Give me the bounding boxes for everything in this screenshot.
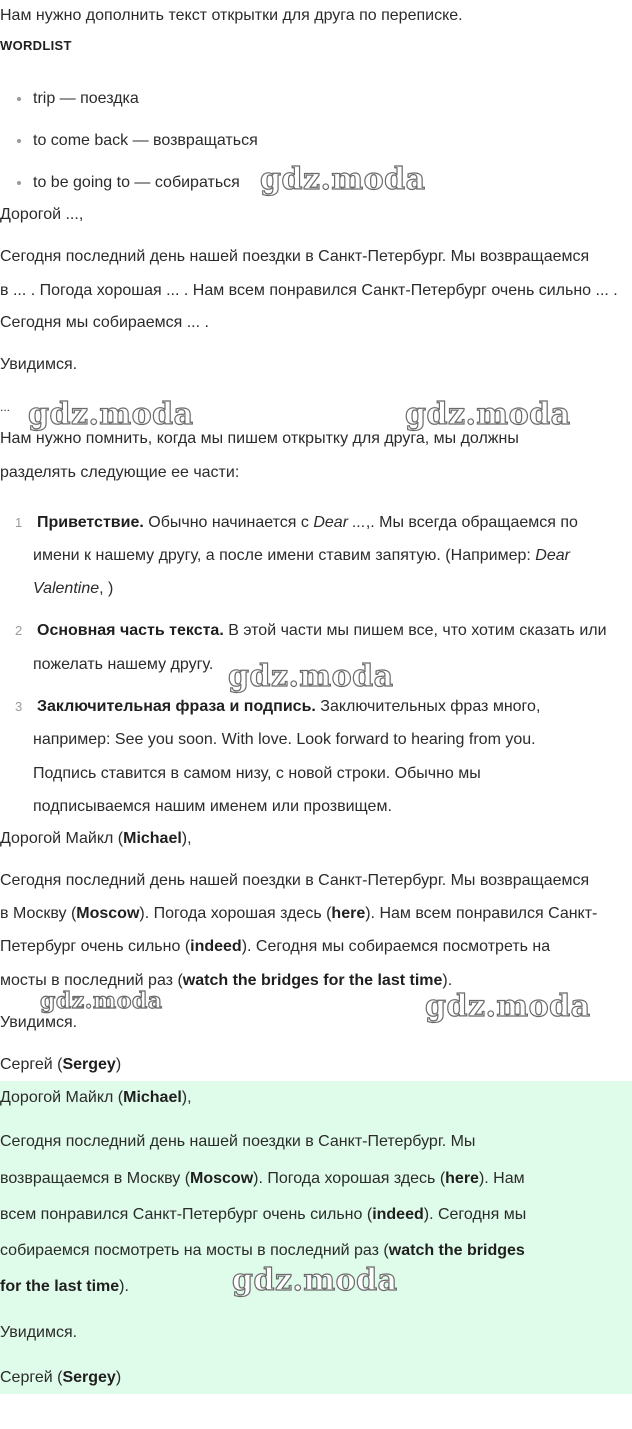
wordlist-item: to come back — возвращаться: [33, 132, 258, 149]
intro-text: Нам нужно дополнить текст открытки для друга по переписке.: [0, 7, 463, 24]
final-signature: Сергей (Sergey): [0, 1369, 122, 1386]
answer-line: мосты в последний раз (watch the bridges for the last time).: [0, 972, 453, 989]
final-line: всем понравился Санкт-Петербург очень сильно (indeed). Сегодня мы: [0, 1206, 527, 1223]
step-2-line: Основная часть текста. В этой части мы пишем все, что хотим сказать или: [37, 622, 607, 639]
step-1-line: имени к нашему другу, а после имени ставим запятую. (Например: Dear: [33, 547, 570, 564]
bullet-icon: [17, 139, 21, 143]
step-1-line: Приветствие. Обычно начинается с Dear ...,. Мы всегда обращаемся по: [37, 514, 578, 531]
wordlist-title: WORDLIST: [0, 38, 72, 53]
final-line: Сегодня последний день нашей поездки в Санкт-Петербург. Мы: [0, 1133, 476, 1150]
step-2-line: пожелать нашему другу.: [33, 656, 214, 673]
final-closing: Увидимся.: [0, 1324, 78, 1341]
step-3-line: например: See you soon. With love. Look forward to hearing from you.: [33, 731, 536, 748]
answer-greeting: Дорогой Майкл (Michael),: [0, 830, 192, 847]
step-number: 1: [15, 515, 23, 530]
step-number: 2: [15, 623, 23, 638]
watermark: gdz.moda: [405, 397, 571, 432]
step-title: Основная часть текста.: [37, 622, 224, 639]
draft-closing: Увидимся.: [0, 356, 78, 373]
watermark: gdz.moda: [228, 659, 394, 694]
draft-signature: ...: [0, 400, 11, 414]
answer-line: в Москву (Moscow). Погода хорошая здесь (here). Нам всем понравился Санкт-: [0, 905, 598, 922]
answer-signature: Сергей (Sergey): [0, 1056, 122, 1073]
step-3-line: Подпись ставится в самом низу, с новой строки. Обычно мы: [33, 765, 481, 782]
bullet-icon: [17, 181, 21, 185]
draft-line: Сегодня последний день нашей поездки в Санкт-Петербург. Мы возвращаемся: [0, 248, 590, 265]
final-line: возвращаемся в Москву (Moscow). Погода хорошая здесь (here). Нам: [0, 1170, 525, 1187]
step-1-line: Valentine, ): [33, 580, 114, 597]
draft-line: Сегодня мы собираемся ... .: [0, 314, 209, 331]
step-number: 3: [15, 699, 23, 714]
watermark: gdz.moda: [425, 989, 591, 1024]
step-3-line: Заключительная фраза и подпись. Заключительных фраз много,: [37, 698, 541, 715]
final-greeting: Дорогой Майкл (Michael),: [0, 1089, 192, 1106]
watermark: gdz.moda: [260, 162, 426, 197]
answer-line: Сегодня последний день нашей поездки в Санкт-Петербург. Мы возвращаемся: [0, 872, 590, 889]
final-answer-box: [0, 1081, 632, 1394]
final-line: собираемся посмотреть на мосты в последний раз (watch the bridges: [0, 1242, 525, 1259]
explanation-line: разделять следующие ее части:: [0, 464, 240, 481]
step-title: Приветствие.: [37, 514, 144, 531]
watermark: gdz.moda: [28, 397, 194, 432]
draft-line: в ... . Погода хорошая ... . Нам всем понравился Санкт-Петербург очень сильно ... .: [0, 282, 618, 299]
draft-greeting: Дорогой ...,: [0, 206, 84, 223]
answer-closing: Увидимся.: [0, 1014, 78, 1031]
final-line: for the last time).: [0, 1278, 129, 1295]
watermark: gdz.moda: [232, 1263, 398, 1298]
explanation-line: Нам нужно помнить, когда мы пишем открытку для друга, мы должны: [0, 430, 519, 447]
bullet-icon: [17, 97, 21, 101]
step-3-line: подписываемся нашим именем или прозвищем.: [33, 798, 392, 815]
watermark: gdz.moda: [40, 988, 163, 1014]
wordlist-item: trip — поездка: [33, 90, 139, 107]
wordlist-item: to be going to — собираться: [33, 174, 240, 191]
answer-line: Петербург очень сильно (indeed). Сегодня мы собираемся посмотреть на: [0, 938, 551, 955]
step-title: Заключительная фраза и подпись.: [37, 698, 316, 715]
